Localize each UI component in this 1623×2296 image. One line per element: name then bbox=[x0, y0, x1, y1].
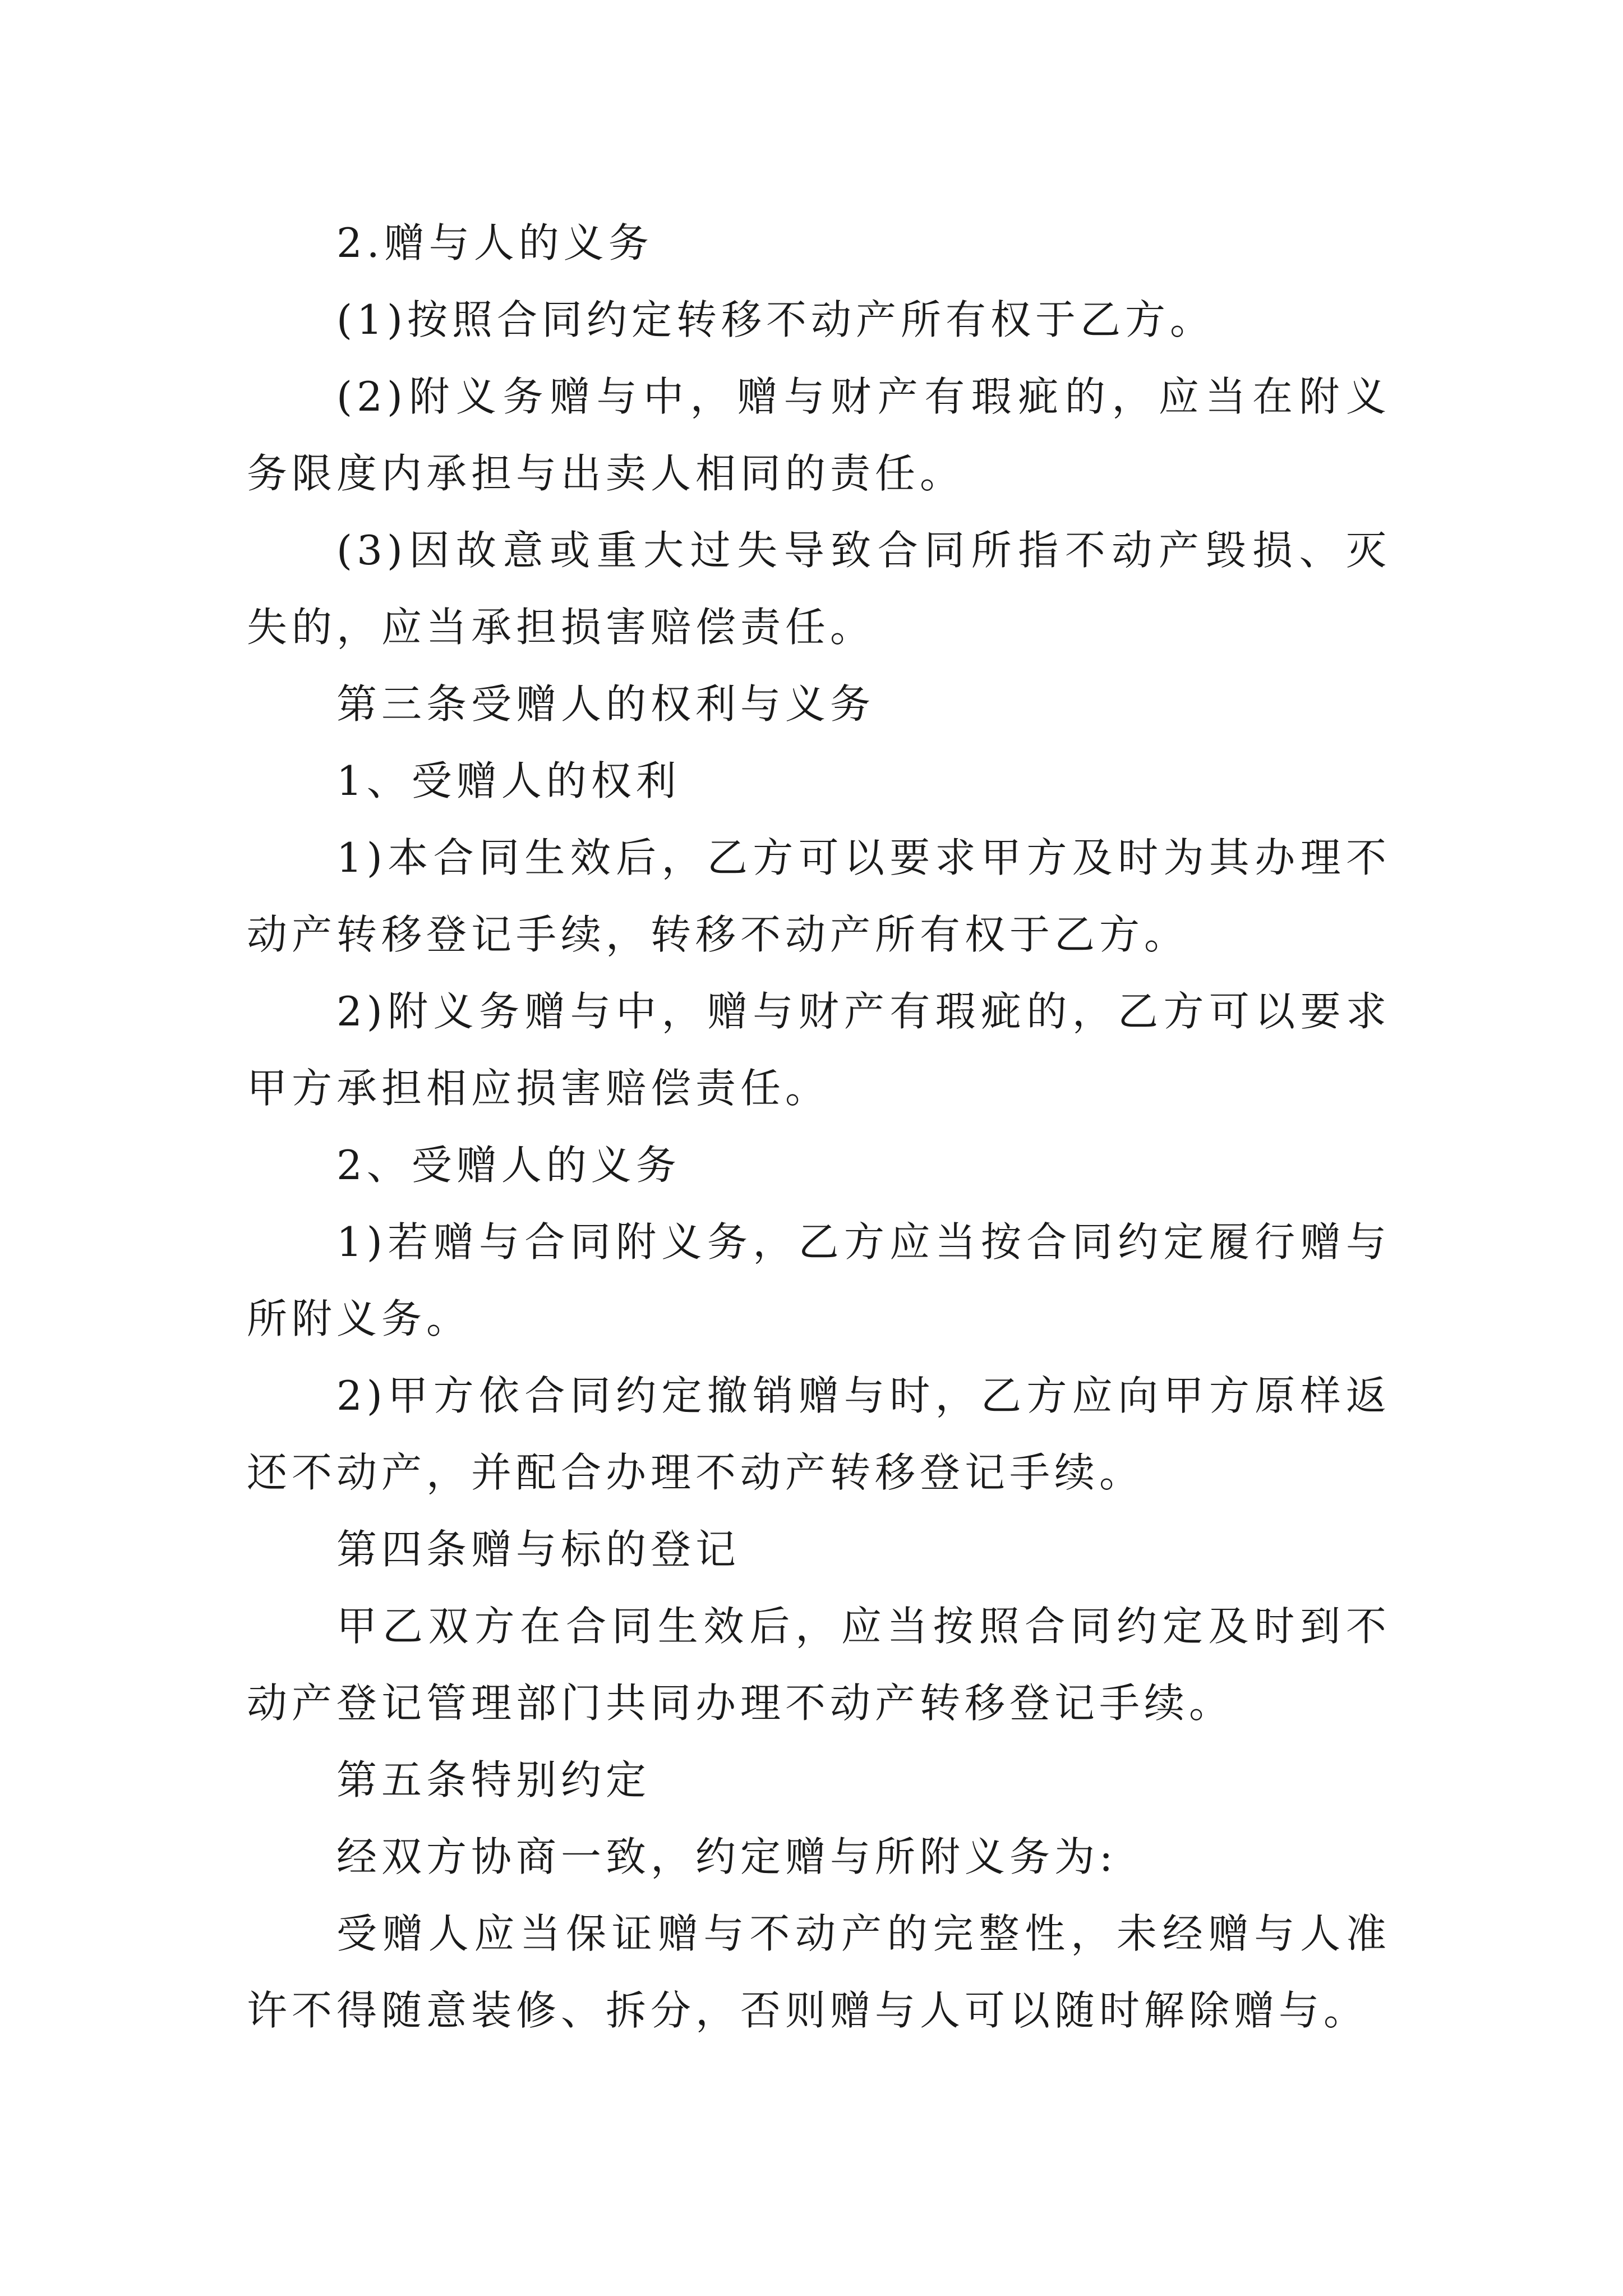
section-heading-article-4: 第四条赠与标的登记 bbox=[336, 1526, 741, 1573]
document-body bbox=[247, 205, 1391, 2049]
section-heading-article-5: 第五条特别约定 bbox=[336, 1756, 651, 1803]
paragraph-donee-obligation-2: 2)甲方依合同约定撤销赠与时，乙方应向甲方原样返还不动产，并配合办理不动产转移登记手续。 bbox=[247, 1372, 1391, 1496]
paragraph-agreement-intro: 经双方协商一致，约定赠与所附义务为: bbox=[336, 1833, 1118, 1880]
paragraph-donor-obligation-3: (3)因故意或重大过失导致合同所指不动产毁损、灭失的，应当承担损害赔偿责任。 bbox=[247, 527, 1391, 651]
paragraph-special-terms: 受赠人应当保证赠与不动产的完整性，未经赠与人准许不得随意装修、拆分，否则赠与人可以随时解除赠与。 bbox=[247, 1910, 1391, 2034]
paragraph-donor-obligation-2: (2)附义务赠与中，赠与财产有瑕疵的，应当在附义务限度内承担与出卖人相同的责任。 bbox=[247, 373, 1391, 497]
paragraph-donee-obligations-heading: 2、受赠人的义务 bbox=[336, 1142, 681, 1189]
paragraph-donor-obligations-heading: 2.赠与人的义务 bbox=[336, 219, 653, 266]
paragraph-registration: 甲乙双方在合同生效后，应当按照合同约定及时到不动产登记管理部门共同办理不动产转移登记手续。 bbox=[247, 1603, 1391, 1727]
paragraph-donee-rights-heading: 1、受赠人的权利 bbox=[336, 757, 681, 804]
paragraph-donee-right-2: 2)附义务赠与中，赠与财产有瑕疵的，乙方可以要求甲方承担相应损害赔偿责任。 bbox=[247, 988, 1391, 1112]
paragraph-donee-right-1: 1)本合同生效后，乙方可以要求甲方及时为其办理不动产转移登记手续，转移不动产所有权于乙方。 bbox=[247, 834, 1391, 958]
section-heading-article-3: 第三条受赠人的权利与义务 bbox=[336, 680, 875, 728]
paragraph-donor-obligation-1: (1)按照合同约定转移不动产所有权于乙方。 bbox=[336, 296, 1215, 343]
paragraph-donee-obligation-1: 1)若赠与合同附义务，乙方应当按合同约定履行赠与所附义务。 bbox=[247, 1218, 1391, 1342]
